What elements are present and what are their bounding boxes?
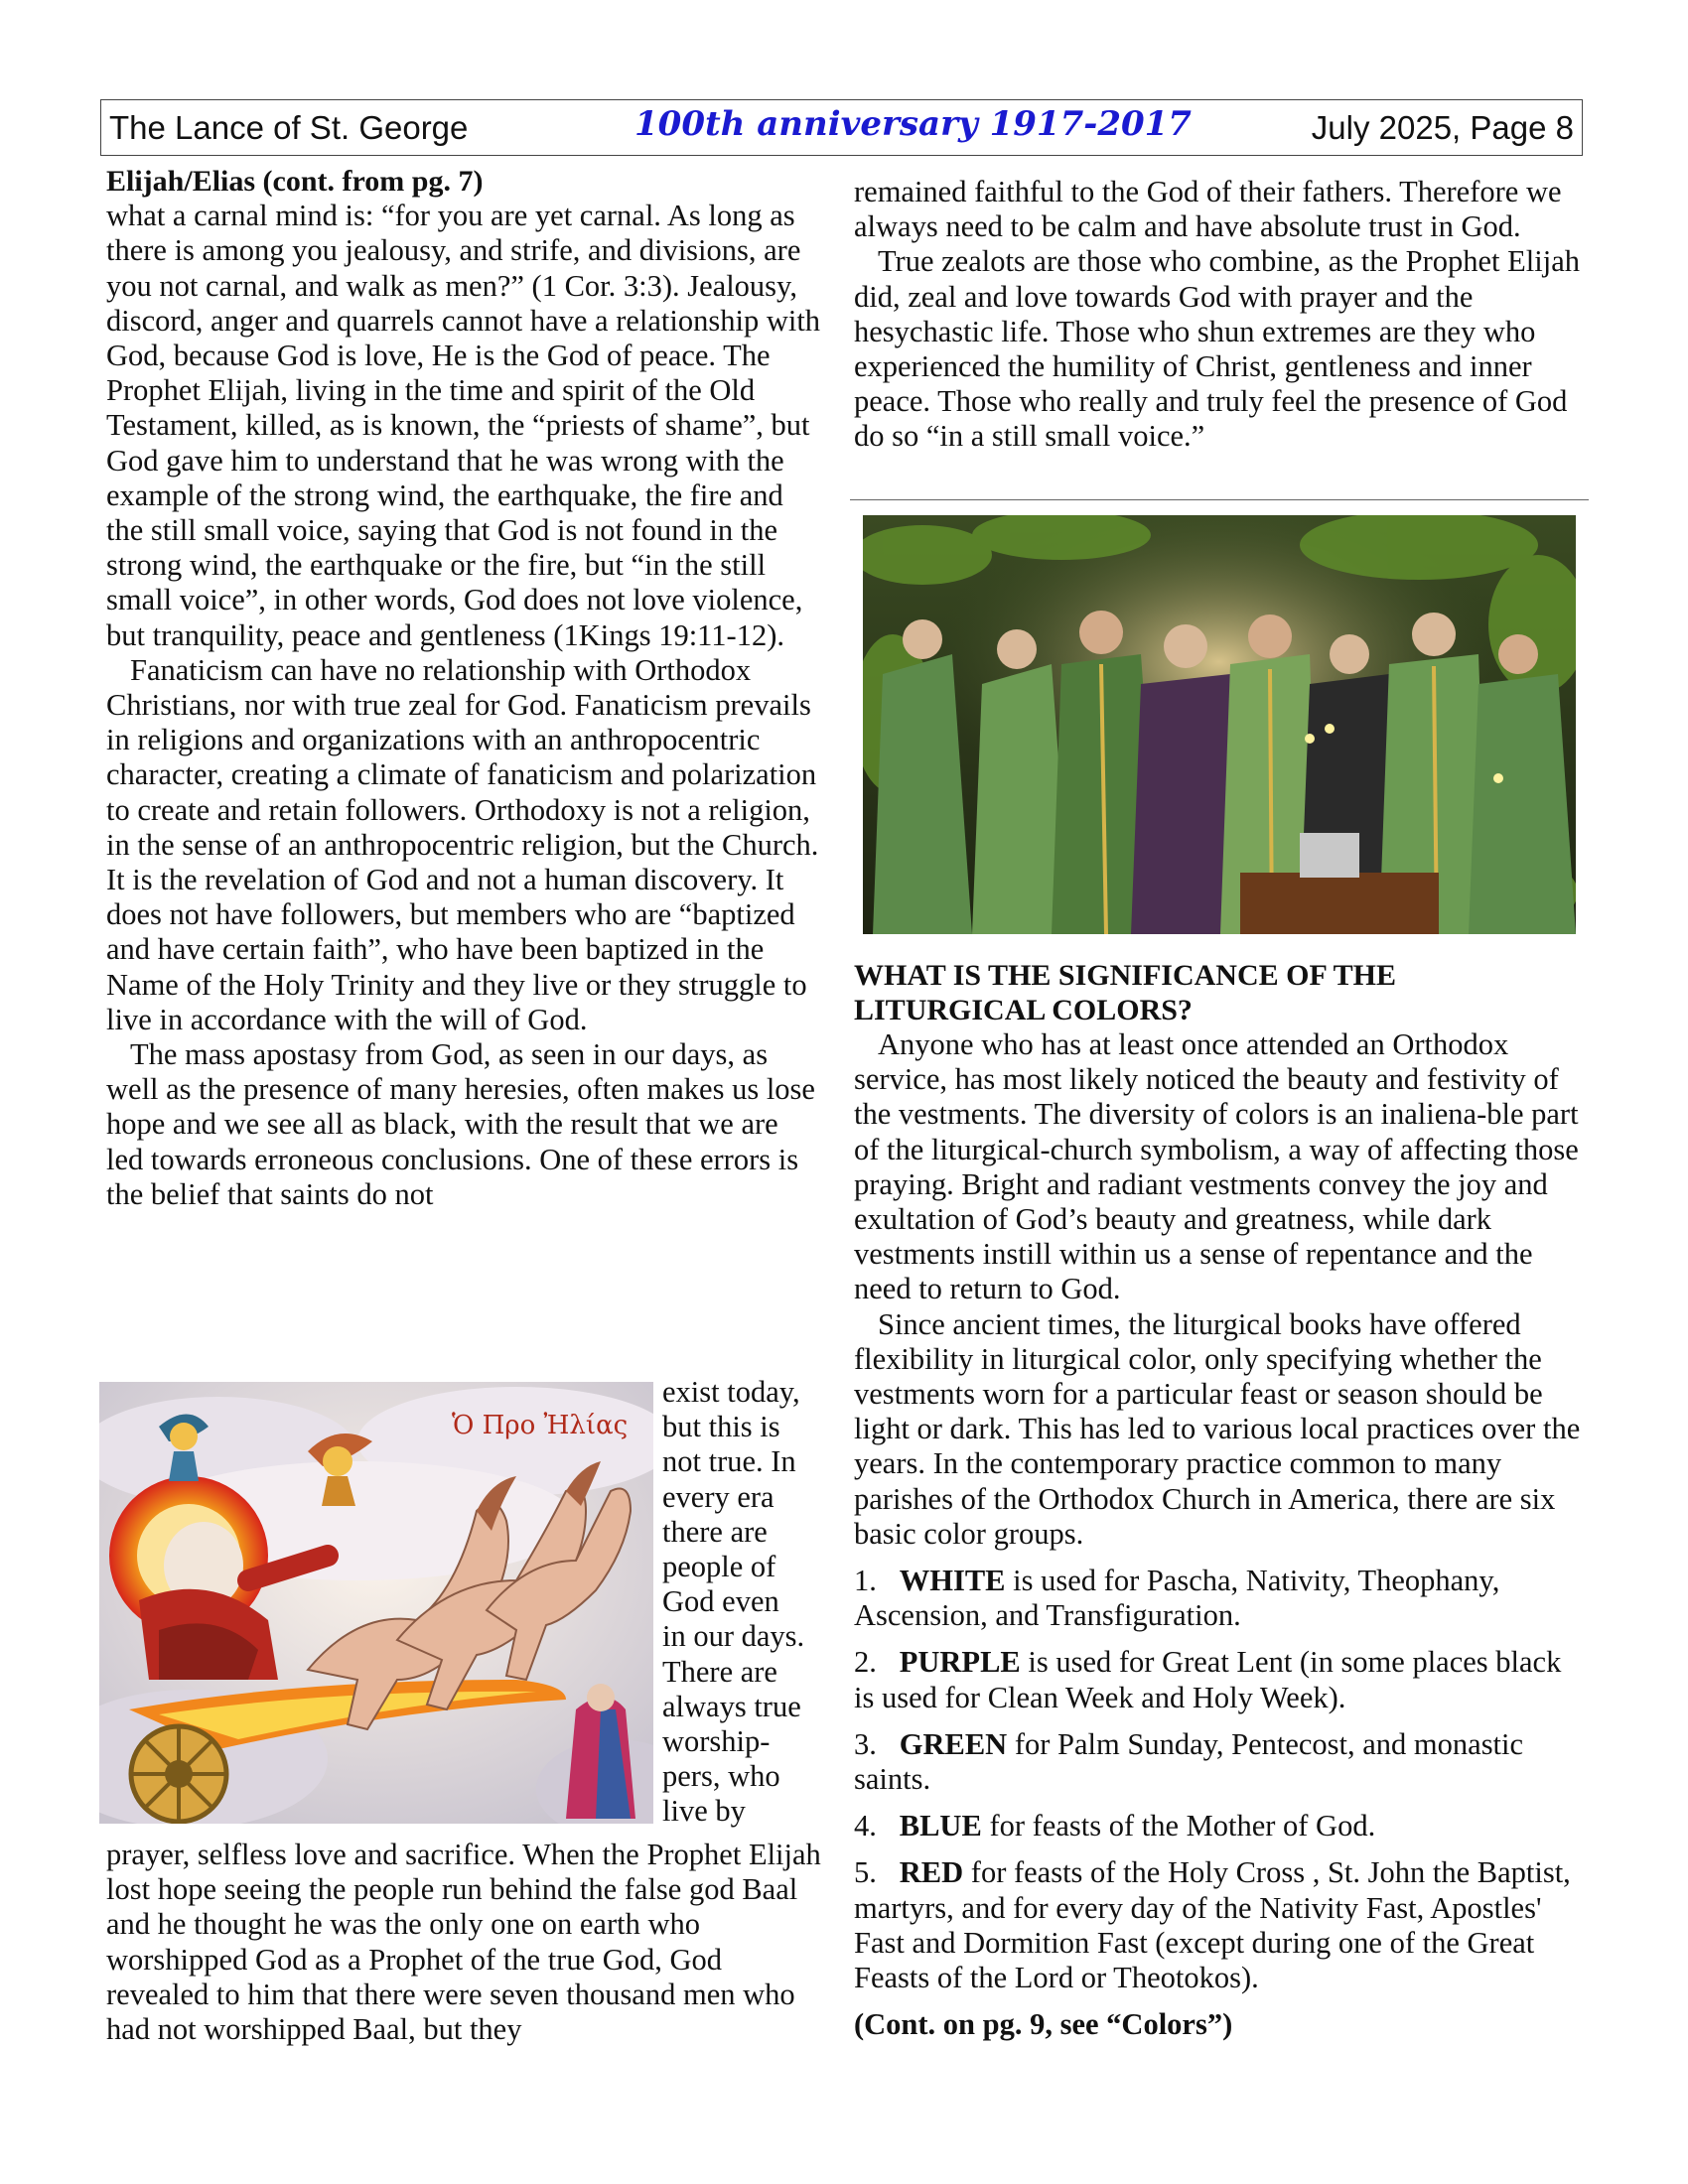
paragraph: The mass apostasy from God, as seen in our days, as well as the presence of many heresies, often makes us lose hope and we see all as black, with the result that we are led towards erroneous conclusions. One of these errors is the belief that saints do not: [106, 1037, 815, 1211]
wrap-line: worship-: [662, 1724, 771, 1759]
paragraph: what a carnal mind is: “for you are yet carnal. As long as there is among you jealousy, and strife, and divisions, are you not carnal, and walk as men?” (1 Cor. 3:3). Jealousy, discord, anger and quarrels cannot have a relationship with God, because God is love, He is the God of peace. The Prophet Elijah, living in the time and spirit of the Old Testament, killed, as is known, the “priests of shame”, but God gave him to understand that he was wrong with the example of the strong wind, the earthquake, the fire and the still small voice, saying that God is not found in the strong wind, the earthquake or the fire, but “in the still small voice”, in other words, God does not love violence, but tranquility, peace and gentleness (1Kings 19:11-12).: [106, 199, 821, 652]
wrap-line: always true: [662, 1689, 801, 1723]
list-item: [854, 1855, 1589, 1995]
paragraph: True zealots are those who combine, as the Prophet Elijah did, zeal and love towards God with prayer and the hesychastic life. Those who shun extremes are they who experienced the humility of Christ, gentleness and inner peace. Those who really and truly feel the presence of God do so “in a still small voice.”: [854, 244, 1580, 454]
wrap-line: exist today,: [662, 1375, 800, 1409]
list-text: is used for Pascha, Nativity, Theophany, Ascension, and Transfiguration.: [854, 1564, 1500, 1633]
right-column-bottom: [854, 958, 1589, 2042]
list-item: [854, 1564, 1589, 1633]
list-text: for Palm Sunday, Pentecost, and monastic saints.: [854, 1726, 1524, 1797]
paragraph: prayer, selfless love and sacrifice. When the Prophet Elijah lost hope seeing the people run behind the false god Baal and he thought he was the only one on earth who worshipped God as a Prophet of the true God, God revealed to him that there were seven thousand men who had not worshipped Baal, but they: [106, 1838, 821, 2047]
wrap-line: there are: [662, 1514, 768, 1549]
section-divider: [850, 499, 1589, 500]
continued-title: Elijah/Elias (cont. from pg. 7): [106, 165, 484, 198]
list-text: for feasts of the Holy Cross , St. John the Baptist, martyrs, and for every day of the Nativity Fast, Apostles' Fast and Dormition Fast (except during one of the Great Feasts of the Lord or Theotokos).: [854, 1855, 1571, 1995]
list-color: PURPLE: [899, 1645, 1021, 1680]
wrap-line: not true. In: [662, 1444, 796, 1479]
list-text: is used for Great Lent (in some places black is used for Clean Week and Holy Week).: [854, 1645, 1562, 1714]
wrap-line: but this is: [662, 1410, 780, 1444]
list-color: RED: [899, 1855, 964, 1890]
clergy-green-vestments-photo: [863, 515, 1576, 934]
publication-title: The Lance of St. George: [109, 109, 469, 146]
page-header: [100, 99, 1583, 156]
right-column-top: [854, 175, 1589, 455]
paragraph: Since ancient times, the liturgical books have offered flexibility in liturgical color, only specifying whether the vestments worn for a particular feast or season should be light or dark. This has led to various local practices over the years. In the contemporary practice common to many parishes of the Orthodox Church in America, there are six basic color groups.: [854, 1306, 1581, 1551]
wrap-line: live by: [662, 1794, 746, 1829]
section-title: WHAT IS THE SIGNIFICANCE OF THE LITURGICAL COLORS?: [854, 959, 1396, 1026]
list-number: 1.: [854, 1564, 877, 1598]
anniversary-banner: 100th anniversary 1917-2017: [634, 104, 1192, 144]
left-column-bottom: [106, 1838, 826, 2047]
list-number: 3.: [854, 1726, 877, 1761]
image-wrap-text: [662, 1375, 821, 1830]
icon-inscription: Ὁ Προ Ἠλίας: [452, 1411, 629, 1440]
wrap-line: pers, who: [662, 1759, 780, 1794]
continued-note: (Cont. on pg. 9, see “Colors”): [854, 2007, 1233, 2042]
list-item: [854, 1645, 1589, 1714]
wrap-line: There are: [662, 1654, 777, 1689]
list-number: 5.: [854, 1855, 877, 1890]
left-column-top: [106, 164, 821, 1212]
list-text: for feasts of the Mother of God.: [989, 1809, 1376, 1843]
wrap-line: in our days.: [662, 1619, 805, 1654]
paragraph: remained faithful to the God of their fathers. Therefore we always need to be calm and have absolute trust in God.: [854, 175, 1562, 244]
elijah-chariot-icon-image: [99, 1382, 653, 1824]
wrap-line: God even: [662, 1584, 779, 1619]
wrap-line: people of: [662, 1550, 776, 1584]
issue-page: July 2025, Page 8: [1311, 109, 1574, 146]
list-color: WHITE: [899, 1564, 1006, 1598]
list-color: GREEN: [899, 1726, 1008, 1761]
list-number: 4.: [854, 1809, 877, 1843]
list-item: [854, 1727, 1589, 1797]
list-item: [854, 1809, 1589, 1843]
list-number: 2.: [854, 1645, 877, 1680]
list-color: BLUE: [899, 1809, 982, 1843]
paragraph: Fanaticism can have no relationship with Orthodox Christians, nor with true zeal for God. Fanaticism prevails in religions and organizations with an anthropocentric character, creating a climate of fanaticism and polarization to create and retain followers. Orthodoxy is not a religion, in the sense of an anthropocentric religion, but the Church. It is the revelation of God and not a human discovery. It does not have followers, but members who are “baptized and have certain faith”, who have been baptized in the Name of the Holy Trinity and they live or they struggle to live in accordance with the will of God.: [106, 652, 819, 1036]
wrap-line: every era: [662, 1479, 774, 1514]
paragraph: Anyone who has at least once attended an Orthodox service, has most likely noticed the beauty and festivity of the vestments. The diversity of colors is an inaliena-ble part of the liturgical-church symbolism, a way of affecting those praying. Bright and radiant vestments convey the joy and exultation of God’s beauty and greatness, while dark vestments instill within us a sense of repentance and the need to return to God.: [854, 1027, 1579, 1306]
